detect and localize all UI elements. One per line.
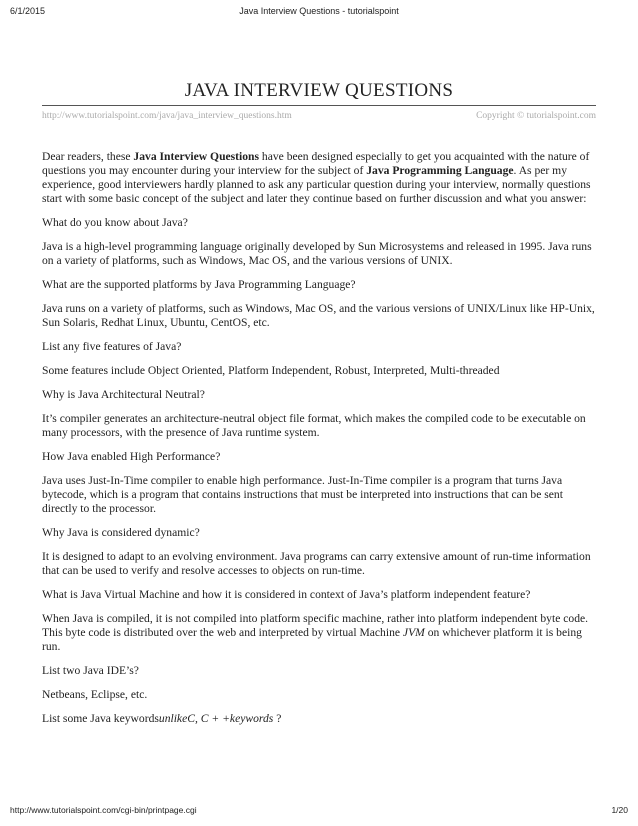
intro-text: have been designed especially to get you acquainted with the nature of questions you may encounter during your interview for the subject of [42,150,590,177]
answer: Java uses Just-In-Time compiler to enable high performance. Just-In-Time compiler is a program that turns Java bytecode, which is a program that contains instructions that must be interpreted into instructions that can be sent directly to the processor. [42,474,563,515]
answer-text: When Java is compiled, it is not compiled into platform specific machine, rather into platform independent byte code. This byte code is distributed over the web and interpreted by virtual Machine [42,612,589,639]
intro-text: Dear readers, these [42,150,134,163]
question: List two Java IDE’s? [42,664,139,677]
answer: Java is a high-level programming language originally developed by Sun Microsystems and released in 1995. Java runs on a variety of platforms, such as Windows, Mac OS, and the various versions of UNIX. [42,240,592,267]
page-number: 1/20 [611,805,628,815]
answer: Java runs on a variety of platforms, such as Windows, Mac OS, and the various versions of UNIX/Linux like HP-Unix, Sun Solaris, Redhat Linux, Ubuntu, CentOS, etc. [42,302,595,329]
print-footer-url: http://www.tutorialspoint.com/cgi-bin/printpage.cgi [10,805,197,815]
question: How Java enabled High Performance? [42,450,221,463]
question: Why is Java Architectural Neutral? [42,388,205,401]
answer-text: on whichever platform it is being run. [42,626,582,653]
print-date: 6/1/2015 [10,6,46,16]
page-title: JAVA INTERVIEW QUESTIONS [184,80,454,101]
answer: It is designed to adapt to an evolving environment. Java programs can carry extensive amount of run-time information that can be used to verify and resolve accesses to objects on run-time. [42,550,591,577]
question: What do you know about Java? [42,216,188,229]
intro-text: . As per my experience, good interviewers hardly planned to ask any particular question during your interview, normally questions start with some basic concept of the subject and later they continue based on further discussion and what you answer: [42,164,591,205]
answer [42,612,597,654]
question-text: ? [273,712,282,725]
answer: Netbeans, Eclipse, etc. [42,688,148,701]
math-inline: unlikeC, C + +keywords [158,712,274,725]
question: List any five features of Java? [42,340,182,353]
question: What is Java Virtual Machine and how it is considered in context of Java’s platform independent feature? [42,588,531,601]
article-body [42,150,597,736]
question [42,712,597,726]
intro-paragraph [42,150,597,206]
answer: It’s compiler generates an architecture-neutral object file format, which makes the compiled code to be executable on many processors, with the presence of Java runtime system. [42,412,586,439]
copyright-notice: Copyright © tutorialspoint.com [476,111,596,121]
source-url-link[interactable]: http://www.tutorialspoint.com/java/java_interview_questions.htm [42,111,292,121]
question-text: List some Java keywords [42,712,159,725]
title-divider [42,105,596,106]
math-inline: JVM [402,626,425,639]
intro-bold-subject: Java Programming Language [366,164,514,177]
answer: Some features include Object Oriented, Platform Independent, Robust, Interpreted, Multi-threaded [42,364,500,377]
question: Why Java is considered dynamic? [42,526,200,539]
intro-bold-topic: Java Interview Questions [133,150,260,163]
print-doc-title: Java Interview Questions - tutorialspoint [239,6,399,16]
question: What are the supported platforms by Java Programming Language? [42,278,356,291]
